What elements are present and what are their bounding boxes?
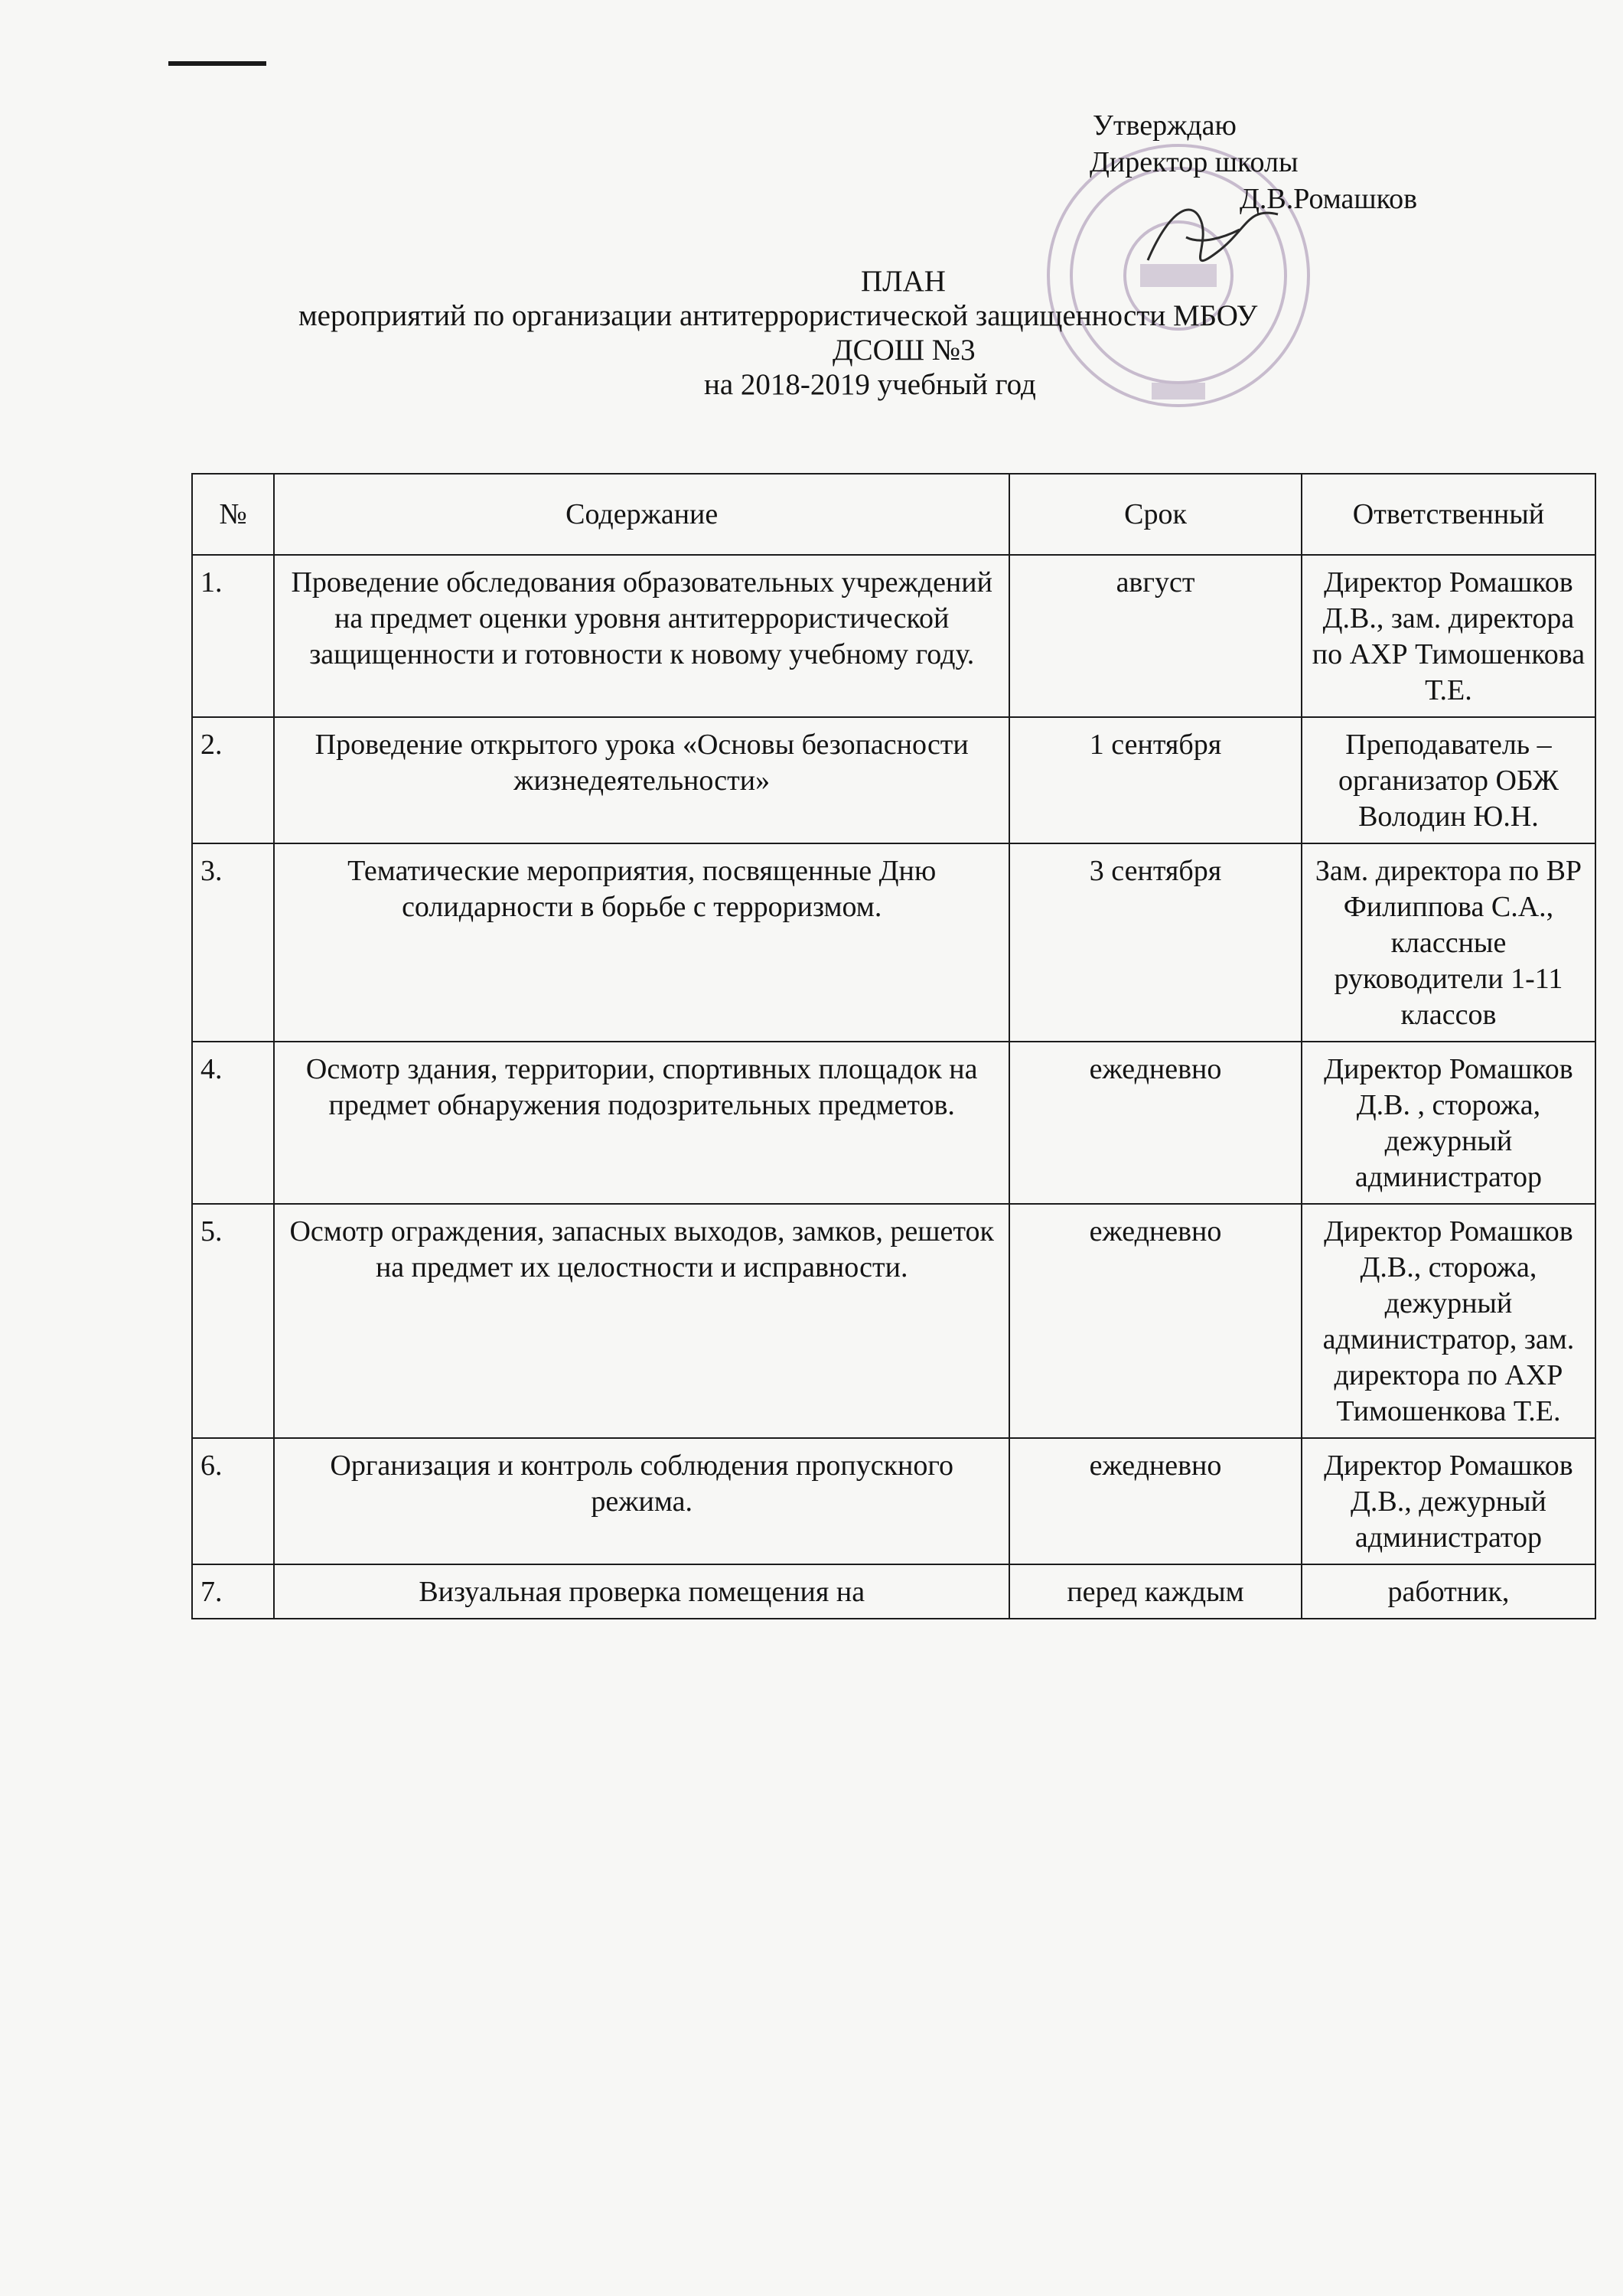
- row-num: 2.: [192, 717, 274, 843]
- row-date: август: [1009, 555, 1302, 717]
- row-num: 1.: [192, 555, 274, 717]
- header-num: №: [192, 474, 274, 555]
- row-content: Визуальная проверка помещения на: [274, 1564, 1009, 1619]
- row-content: Проведение обследования образовательных учреждений на предмет оценки уровня антитеррористической защищенности и готовности к новому учебному году.: [274, 555, 1009, 717]
- table-row: [192, 843, 1595, 1042]
- row-date: ежедневно: [1009, 1204, 1302, 1438]
- table-row: [192, 1204, 1595, 1438]
- row-date: перед каждым: [1009, 1564, 1302, 1619]
- row-content: Организация и контроль соблюдения пропускного режима.: [274, 1438, 1009, 1564]
- row-num: 4.: [192, 1042, 274, 1204]
- table-row: [192, 555, 1595, 717]
- approval-block: [1047, 107, 1537, 217]
- row-num: 7.: [192, 1564, 274, 1619]
- title-plan: ПЛАН: [861, 265, 946, 298]
- table-row: [192, 717, 1595, 843]
- row-content: Осмотр ограждения, запасных выходов, замков, решеток на предмет их целостности и исправности.: [274, 1204, 1009, 1438]
- row-date: 3 сентября: [1009, 843, 1302, 1042]
- row-date: ежедневно: [1009, 1042, 1302, 1204]
- row-responsible: работник,: [1302, 1564, 1595, 1619]
- row-num: 6.: [192, 1438, 274, 1564]
- row-responsible: Директор Ромашков Д.В. , сторожа, дежурный администратор: [1302, 1042, 1595, 1204]
- row-date: ежедневно: [1009, 1438, 1302, 1564]
- row-responsible: Зам. директора по ВР Филиппова С.А., классные руководители 1-11 классов: [1302, 843, 1595, 1042]
- table-row: [192, 1042, 1595, 1204]
- corner-mark: [168, 61, 266, 66]
- plan-table: [191, 473, 1596, 1619]
- header-responsible: Ответственный: [1302, 474, 1595, 555]
- title-school: ДСОШ №3: [833, 334, 976, 367]
- title-subject: мероприятий по организации антитеррористической защищенности МБОУ: [298, 299, 1258, 332]
- table-header-row: [192, 474, 1595, 555]
- row-date: 1 сентября: [1009, 717, 1302, 843]
- table-row: [192, 1564, 1595, 1619]
- row-responsible: Директор Ромашков Д.В., дежурный администратор: [1302, 1438, 1595, 1564]
- approval-name: Д.В.Ромашков: [1240, 183, 1418, 215]
- header-date: Срок: [1009, 474, 1302, 555]
- row-responsible: Директор Ромашков Д.В., сторожа, дежурный администратор, зам. директора по АХР Тимошенкова Т.Е.: [1302, 1204, 1595, 1438]
- row-content: Осмотр здания, территории, спортивных площадок на предмет обнаружения подозрительных предметов.: [274, 1042, 1009, 1204]
- row-num: 5.: [192, 1204, 274, 1438]
- header-content: Содержание: [274, 474, 1009, 555]
- table-row: [192, 1438, 1595, 1564]
- approval-position: Директор школы: [1090, 146, 1299, 178]
- row-responsible: Преподаватель –организатор ОБЖ Володин Ю.Н.: [1302, 717, 1595, 843]
- approval-approve: Утверждаю: [1093, 109, 1237, 142]
- title-year: на 2018-2019 учебный год: [704, 368, 1036, 401]
- row-responsible: Директор Ромашков Д.В., зам. директора по АХР Тимошенкова Т.Е.: [1302, 555, 1595, 717]
- row-content: Тематические мероприятия, посвященные Дню солидарности в борьбе с терроризмом.: [274, 843, 1009, 1042]
- row-content: Проведение открытого урока «Основы безопасности жизнедеятельности»: [274, 717, 1009, 843]
- row-num: 3.: [192, 843, 274, 1042]
